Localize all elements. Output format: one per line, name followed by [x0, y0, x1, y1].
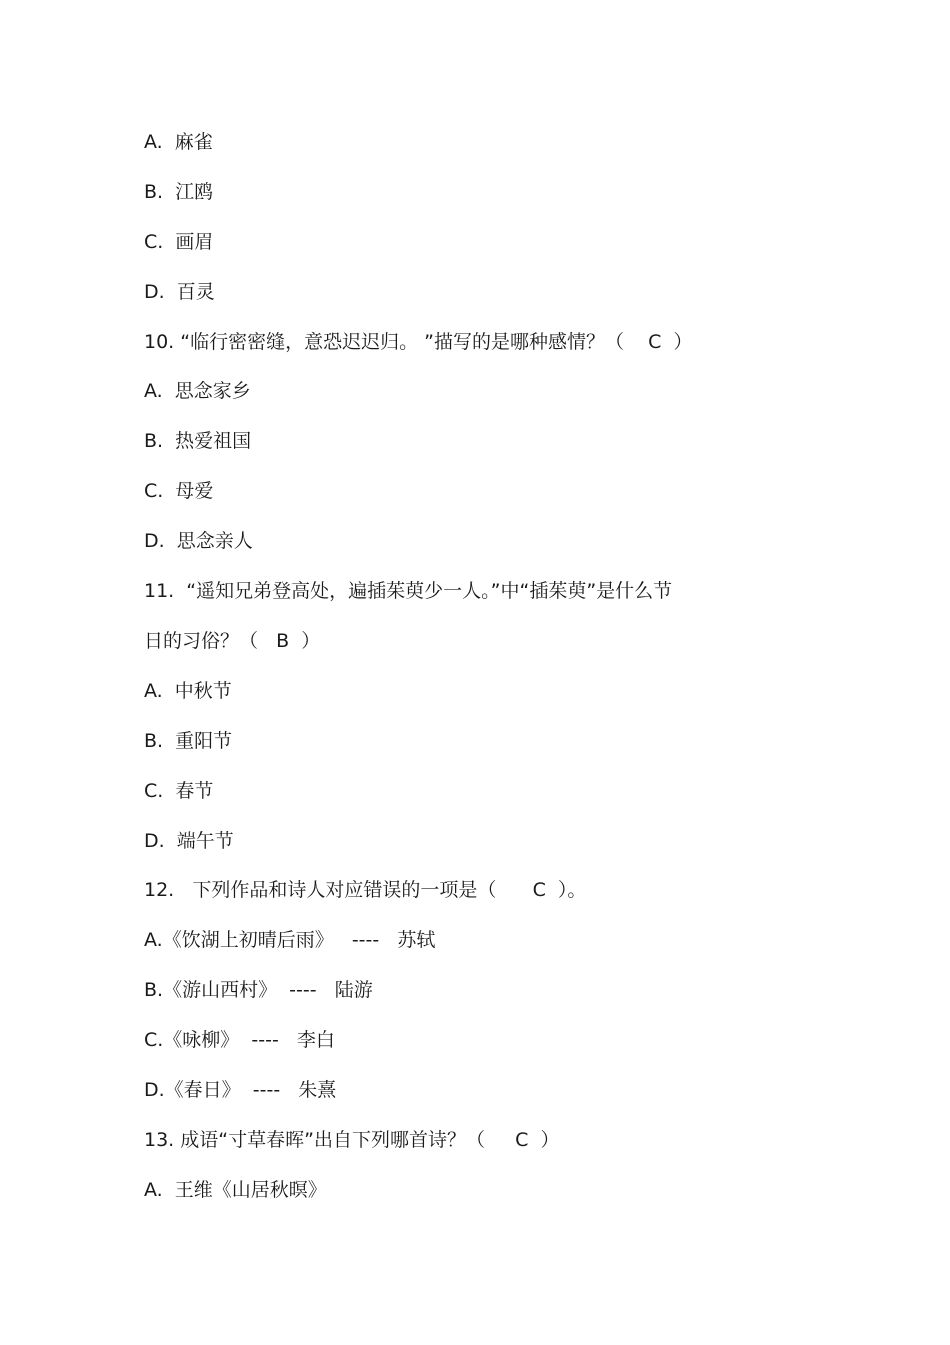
question-12-option-b: B.《游山西村》 ---- 陆游	[144, 979, 373, 1001]
question-11: 11. “遥知兄弟登高处，遍插茱萸少一人。”中“插茱萸”是什么节	[144, 580, 673, 602]
question-11-option-c: C. 春节	[144, 780, 214, 802]
question-10-option-a: A. 思念家乡	[144, 380, 251, 402]
question-10-option-c: C. 母爱	[144, 480, 214, 502]
question-11-option-a: A. 中秋节	[144, 680, 232, 702]
question-11-continued: 日的习俗？（ B ）	[144, 630, 321, 652]
option-b-line: B. 江鸥	[144, 181, 214, 203]
question-13-option-a: A. 王维《山居秋暝》	[144, 1179, 327, 1201]
question-12: 12. 下列作品和诗人对应错误的一项是（ C ）。	[144, 879, 587, 901]
option-a-line: A. 麻雀	[144, 131, 213, 153]
option-c-line: C. 画眉	[144, 231, 214, 253]
question-12-option-a: A.《饮湖上初晴后雨》 ---- 苏轼	[144, 929, 436, 951]
question-11-option-b: B. 重阳节	[144, 730, 233, 752]
question-12-option-d: D.《春日》 ---- 朱熹	[144, 1079, 337, 1101]
question-13: 13. 成语“寸草春晖”出自下列哪首诗？（ C ）	[144, 1129, 560, 1151]
option-d-line: D. 百灵	[144, 281, 215, 303]
question-10-option-d: D. 思念亲人	[144, 530, 253, 552]
question-11-option-d: D. 端午节	[144, 830, 234, 852]
question-10: 10. “临行密密缝，意恐迟迟归。 ”描写的是哪种感情？（ C ）	[144, 331, 693, 353]
question-12-option-c: C.《咏柳》 ---- 李白	[144, 1029, 335, 1051]
question-10-option-b: B. 热爱祖国	[144, 430, 252, 452]
